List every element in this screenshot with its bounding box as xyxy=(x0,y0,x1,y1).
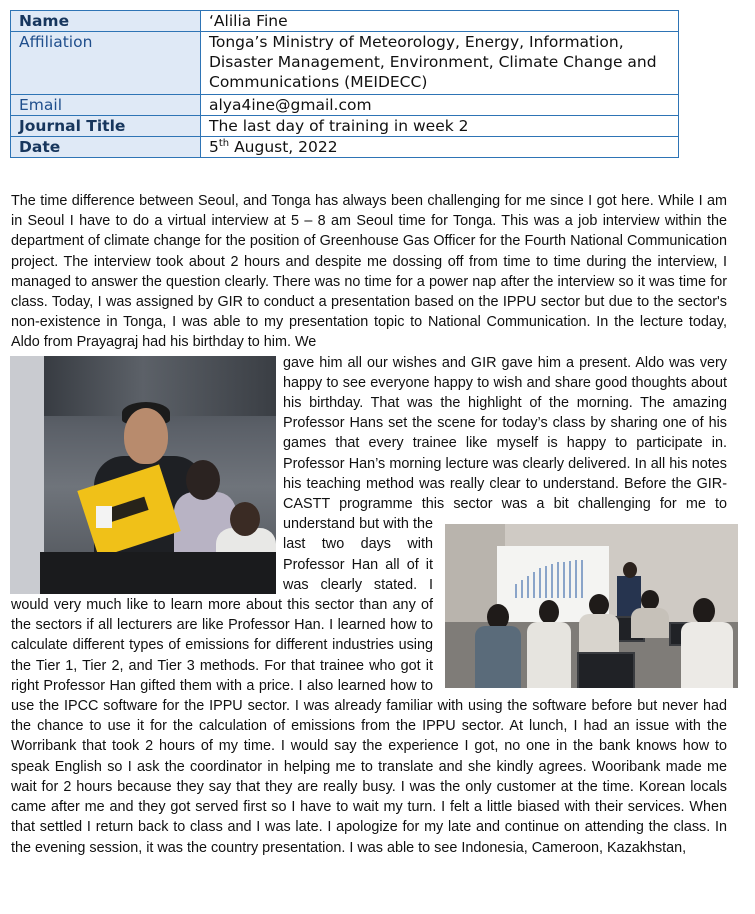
journal-title-row xyxy=(11,116,679,137)
date-rest: August, 2022 xyxy=(229,138,338,156)
affiliation-row xyxy=(11,32,679,95)
date-label: Date xyxy=(11,137,201,158)
body-paragraph-2: gave him all our wishes and GIR gave him a present. Aldo was very happy to see everyone happy to wish and share good thoughts about his birthday. That was the highlight of the morning. The amazing Professor Hans set the scene for today’s class by sharing one of his games that every trainee like myself is happy to participate in. Professor Han’s morning lecture was clearly delivered. In all his notes his teaching method was really clear to understand. Before the GIR-CASTT programme this sector was a bit challenging for me to understand but with the last two days with Professor Han all of it was clearly stated. I would very much like to learn more about this sector than any of the sectors if all lecturers are like Professor Han. I learned how to calculate different types of emissions for different industries using the Tier 1, Tier 2, and Tier 3 methods. For that trainee who got it right Professor Han gifted them with a price. I also learned how to use the IPCC software for the IPPU sector. I was already familiar with using the software before but never had the chance to use it for the calculation of emissions from the IPPU sector. At lunch, I had an issue with the Worribank that took 2 hours of my time. I would say the experience I got, no one in the bank knows how to speak English so I ask the coordinator in helping me to translate and she kindly agrees. Wooribank made me wait for 2 hours because they say that they are really busy. I was the only customer at the time. Korean locals came after me and they got served first so I have to wait my turn. I felt a little biased with their services. When that settled I return back to class and I was late. I apologize for my late and continue on attending the class. In the evening session, it was the country presentation. I was able to see Indonesia, Cameroon, Kazakhstan, xyxy=(11,354,727,856)
journal-title-label: Journal Title xyxy=(11,116,201,137)
email-label: Email xyxy=(11,95,201,116)
email-row xyxy=(11,95,679,116)
date-suffix: th xyxy=(218,137,230,149)
name-row xyxy=(11,11,679,32)
date-row xyxy=(11,137,679,158)
journal-title-value: The last day of training in week 2 xyxy=(201,116,679,137)
classroom-photo xyxy=(445,524,738,688)
trainee-folder-photo xyxy=(10,356,276,594)
affiliation-value: Tonga’s Ministry of Meteorology, Energy, Information, Disaster Management, Environment, Climate Change and Communications (MEIDECC) xyxy=(201,32,679,95)
journal-body xyxy=(11,191,727,858)
date-day: 5 xyxy=(209,138,219,156)
profile-info-table xyxy=(10,10,679,158)
email-value: alya4ine@gmail.com xyxy=(201,95,679,116)
affiliation-label: Affiliation xyxy=(11,32,201,95)
date-value xyxy=(201,137,679,158)
name-value: ‘Alilia Fine xyxy=(201,11,679,32)
name-label: Name xyxy=(11,11,201,32)
body-paragraph-1: The time difference between Seoul, and Tonga has always been challenging for me since I got here. While I am in Seoul I have to do a virtual interview at 5 – 8 am Seoul time for Tonga. This was a job interview within the department of climate change for the position of Greenhouse Gas Officer for the Fourth National Communication project. The interview took about 2 hours and despite me dossing off from time to time during the interview, I managed to answer the question clearly. There was no time for a power nap after the interview so it was time for class. Today, I was assigned by GIR to conduct a presentation based on the IPPU sector but due to the sector's non-existence in Tonga, I was able to my presentation topic to National Communication. In the lecture today, Aldo from Prayagraj had his birthday to him. We xyxy=(11,193,727,351)
